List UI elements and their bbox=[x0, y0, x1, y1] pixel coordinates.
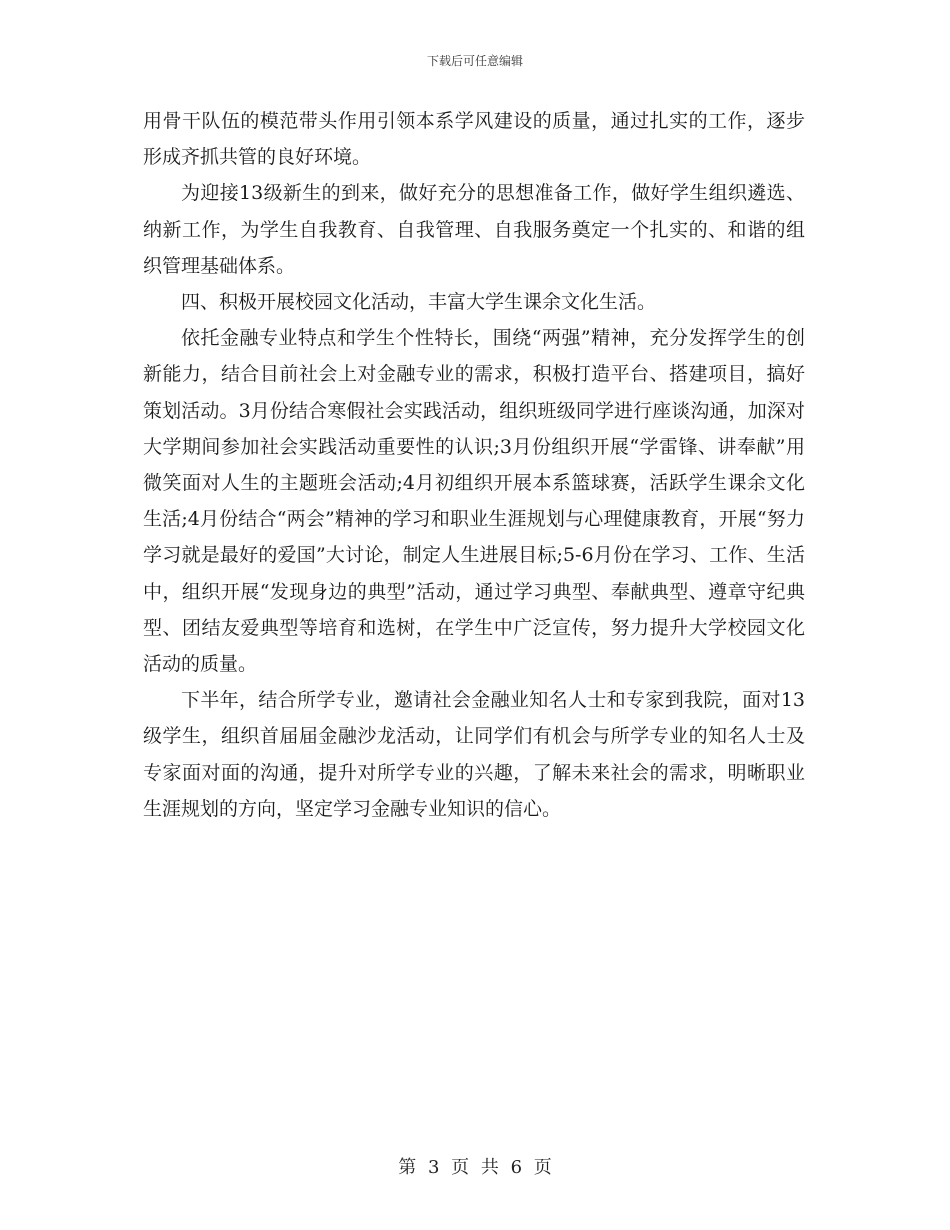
paragraph-1: 用骨干队伍的模范带头作用引领本系学风建设的质量，通过扎实的工作，逐步形成齐抓共管的良好环境。 bbox=[143, 110, 805, 169]
section-heading: 四、积极开展校园文化活动，丰富大学生课余文化生活。 bbox=[181, 291, 657, 314]
page-header: 下载后可任意编辑 bbox=[426, 54, 523, 68]
paragraph-4: 下半年，结合所学专业，邀请社会金融业知名人士和专家到我院，面对13级学生，组织首届届金融沙龙活动，让同学们有机会与所学专业的知名人士及专家面对面的沟通，提升对所学专业的兴趣，了解未来社会的需求，明晰职业生涯规划的方向，坚定学习金融专业知识的信心。 bbox=[143, 689, 805, 820]
page-number-footer: 第 3 页 共 6 页 bbox=[398, 1157, 552, 1178]
paragraph-3: 依托金融专业特点和学生个性特长，围绕“两强”精神，充分发挥学生的创新能力，结合目前社会上对金融专业的需求，积极打造平台、搭建项目，搞好策划活动。3月份结合寒假社会实践活动，组织班级同学进行座谈沟通，加深对大学期间参加社会实践活动重要性的认识;3月份组织开展“学雷锋、讲奉献”用微笑面对人生的主题班会活动;4月初组织开展本系篮球赛，活跃学生课余文化生活;4月份结合“两会”精神的学习和职业生涯规划与心理健康教育，开展“努力学习就是最好的爱国”大讨论，制定人生进展目标;5-6月份在学习、工作、生活中，组织开展“发现身边的典型”活动，通过学习典型、奉献典型、遵章守纪典型、团结友爱典型等培育和选树，在学生中广泛宣传，努力提升大学校园文化活动的质量。 bbox=[143, 327, 805, 676]
paragraph-2: 为迎接13级新生的到来，做好充分的思想准备工作，做好学生组织遴选、纳新工作，为学生自我教育、自我管理、自我服务奠定一个扎实的、和谐的组织管理基础体系。 bbox=[143, 182, 805, 277]
document-body bbox=[143, 103, 805, 827]
